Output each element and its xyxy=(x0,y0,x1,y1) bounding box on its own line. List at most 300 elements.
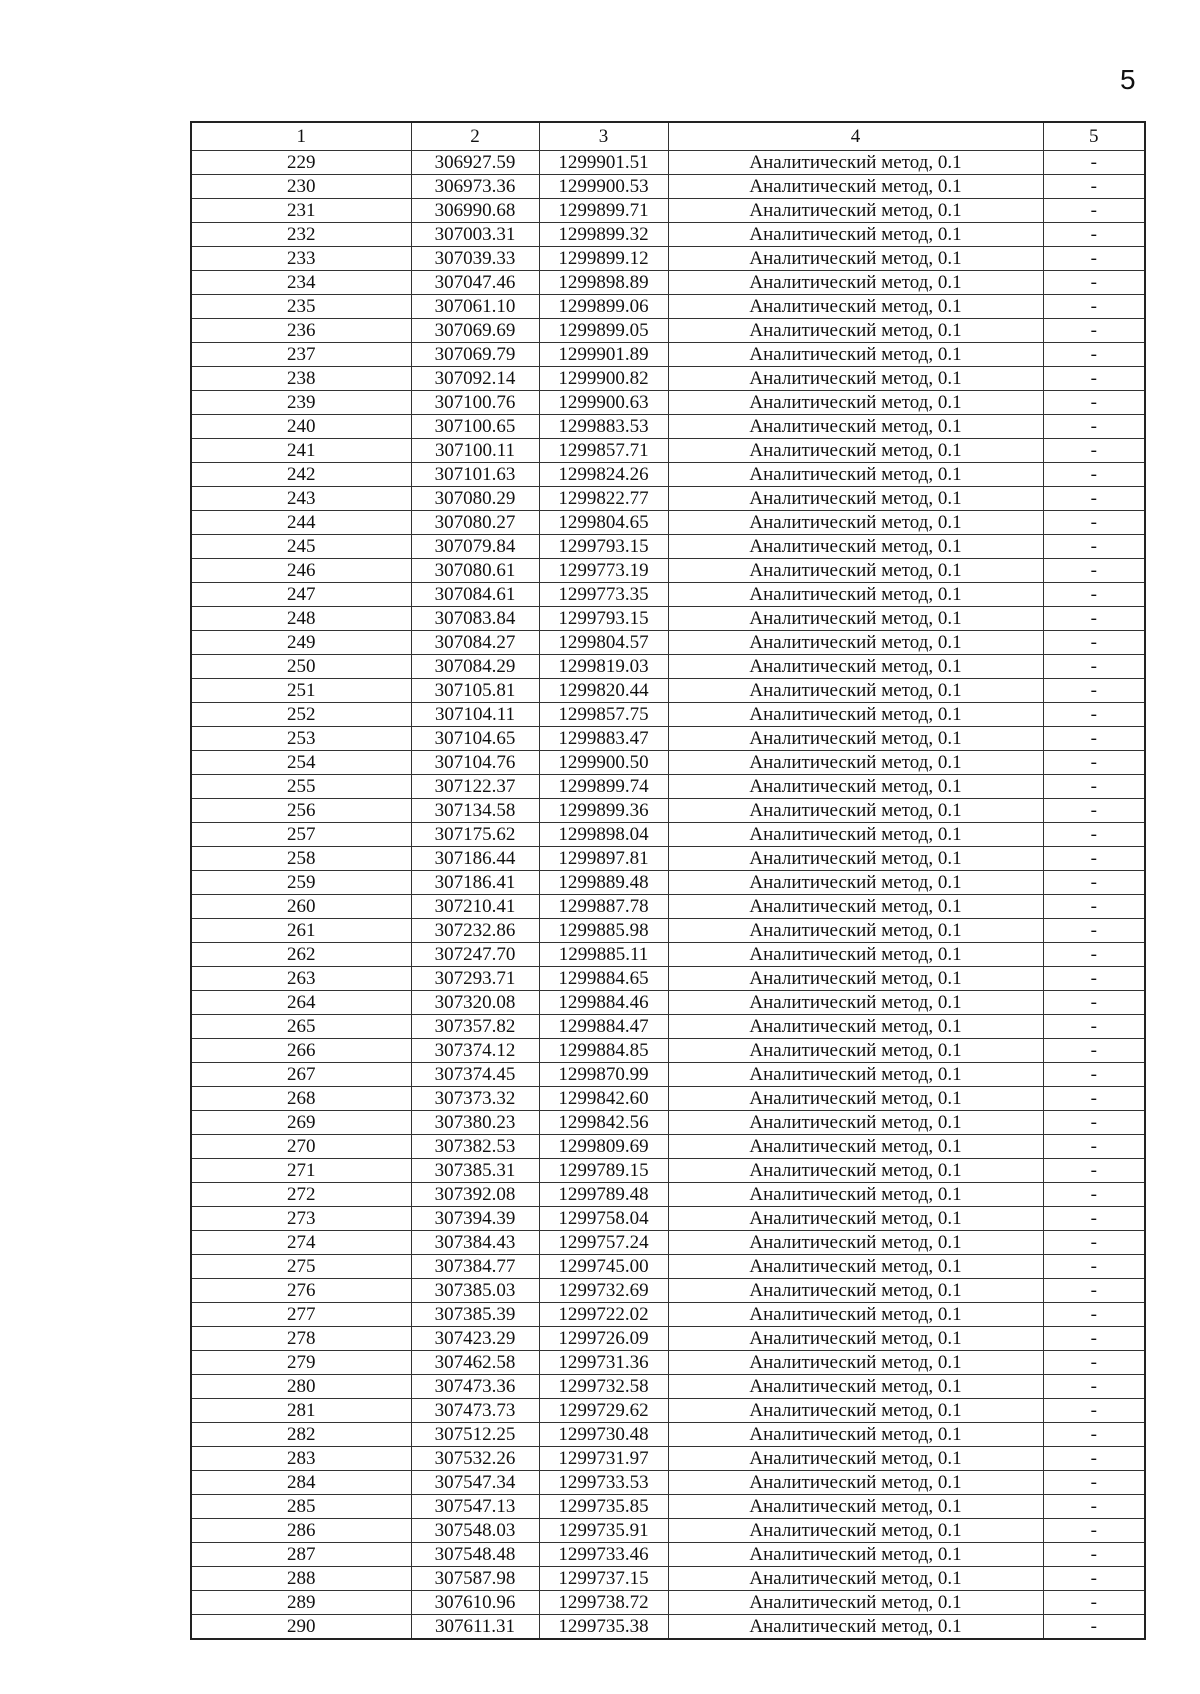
method-cell: Аналитический метод, 0.1 xyxy=(668,487,1043,511)
point-number-cell: 240 xyxy=(191,415,411,439)
x-coordinate-cell: 307587.98 xyxy=(411,1567,539,1591)
table-row xyxy=(191,295,1145,319)
method-cell: Аналитический метод, 0.1 xyxy=(668,535,1043,559)
note-cell: - xyxy=(1043,727,1145,751)
y-coordinate-cell: 1299900.50 xyxy=(539,751,668,775)
method-cell: Аналитический метод, 0.1 xyxy=(668,919,1043,943)
point-number-cell: 260 xyxy=(191,895,411,919)
table-row xyxy=(191,1111,1145,1135)
point-number-cell: 249 xyxy=(191,631,411,655)
x-coordinate-cell: 307373.32 xyxy=(411,1087,539,1111)
x-coordinate-cell: 307385.31 xyxy=(411,1159,539,1183)
x-coordinate-cell: 307003.31 xyxy=(411,223,539,247)
y-coordinate-cell: 1299899.32 xyxy=(539,223,668,247)
table-row xyxy=(191,1159,1145,1183)
y-coordinate-cell: 1299842.60 xyxy=(539,1087,668,1111)
y-coordinate-cell: 1299857.75 xyxy=(539,703,668,727)
method-cell: Аналитический метод, 0.1 xyxy=(668,1471,1043,1495)
point-number-cell: 266 xyxy=(191,1039,411,1063)
note-cell: - xyxy=(1043,223,1145,247)
note-cell: - xyxy=(1043,1591,1145,1615)
x-coordinate-cell: 307384.43 xyxy=(411,1231,539,1255)
y-coordinate-cell: 1299883.53 xyxy=(539,415,668,439)
y-coordinate-cell: 1299773.19 xyxy=(539,559,668,583)
point-number-cell: 259 xyxy=(191,871,411,895)
x-coordinate-cell: 307382.53 xyxy=(411,1135,539,1159)
point-number-cell: 247 xyxy=(191,583,411,607)
point-number-cell: 281 xyxy=(191,1399,411,1423)
table-row xyxy=(191,1015,1145,1039)
x-coordinate-cell: 306927.59 xyxy=(411,151,539,175)
point-number-cell: 237 xyxy=(191,343,411,367)
x-coordinate-cell: 307134.58 xyxy=(411,799,539,823)
x-coordinate-cell: 307473.73 xyxy=(411,1399,539,1423)
y-coordinate-cell: 1299732.58 xyxy=(539,1375,668,1399)
x-coordinate-cell: 307186.41 xyxy=(411,871,539,895)
point-number-cell: 232 xyxy=(191,223,411,247)
point-number-cell: 268 xyxy=(191,1087,411,1111)
method-cell: Аналитический метод, 0.1 xyxy=(668,631,1043,655)
method-cell: Аналитический метод, 0.1 xyxy=(668,703,1043,727)
point-number-cell: 276 xyxy=(191,1279,411,1303)
x-coordinate-cell: 307069.79 xyxy=(411,343,539,367)
point-number-cell: 257 xyxy=(191,823,411,847)
y-coordinate-cell: 1299789.15 xyxy=(539,1159,668,1183)
method-cell: Аналитический метод, 0.1 xyxy=(668,1351,1043,1375)
x-coordinate-cell: 307392.08 xyxy=(411,1183,539,1207)
table-row xyxy=(191,1399,1145,1423)
y-coordinate-cell: 1299822.77 xyxy=(539,487,668,511)
note-cell: - xyxy=(1043,1159,1145,1183)
y-coordinate-cell: 1299884.47 xyxy=(539,1015,668,1039)
y-coordinate-cell: 1299885.11 xyxy=(539,943,668,967)
x-coordinate-cell: 306990.68 xyxy=(411,199,539,223)
x-coordinate-cell: 307122.37 xyxy=(411,775,539,799)
method-cell: Аналитический метод, 0.1 xyxy=(668,751,1043,775)
x-coordinate-cell: 307069.69 xyxy=(411,319,539,343)
table-row xyxy=(191,1375,1145,1399)
note-cell: - xyxy=(1043,247,1145,271)
note-cell: - xyxy=(1043,1015,1145,1039)
note-cell: - xyxy=(1043,1207,1145,1231)
x-coordinate-cell: 307293.71 xyxy=(411,967,539,991)
table-row xyxy=(191,1207,1145,1231)
note-cell: - xyxy=(1043,1423,1145,1447)
y-coordinate-cell: 1299899.74 xyxy=(539,775,668,799)
method-cell: Аналитический метод, 0.1 xyxy=(668,391,1043,415)
note-cell: - xyxy=(1043,1615,1145,1640)
table-row xyxy=(191,1447,1145,1471)
x-coordinate-cell: 307100.65 xyxy=(411,415,539,439)
point-number-cell: 251 xyxy=(191,679,411,703)
note-cell: - xyxy=(1043,1279,1145,1303)
note-cell: - xyxy=(1043,655,1145,679)
y-coordinate-cell: 1299842.56 xyxy=(539,1111,668,1135)
point-number-cell: 261 xyxy=(191,919,411,943)
point-number-cell: 263 xyxy=(191,967,411,991)
point-number-cell: 229 xyxy=(191,151,411,175)
point-number-cell: 231 xyxy=(191,199,411,223)
point-number-cell: 269 xyxy=(191,1111,411,1135)
table-row xyxy=(191,463,1145,487)
x-coordinate-cell: 307104.76 xyxy=(411,751,539,775)
y-coordinate-cell: 1299824.26 xyxy=(539,463,668,487)
note-cell: - xyxy=(1043,679,1145,703)
x-coordinate-cell: 307105.81 xyxy=(411,679,539,703)
y-coordinate-cell: 1299745.00 xyxy=(539,1255,668,1279)
point-number-cell: 267 xyxy=(191,1063,411,1087)
y-coordinate-cell: 1299884.65 xyxy=(539,967,668,991)
table-row xyxy=(191,415,1145,439)
method-cell: Аналитический метод, 0.1 xyxy=(668,823,1043,847)
method-cell: Аналитический метод, 0.1 xyxy=(668,1327,1043,1351)
table-row xyxy=(191,343,1145,367)
x-coordinate-cell: 307084.29 xyxy=(411,655,539,679)
page-number: 5 xyxy=(1120,64,1136,95)
note-cell: - xyxy=(1043,151,1145,175)
y-coordinate-cell: 1299898.04 xyxy=(539,823,668,847)
x-coordinate-cell: 307186.44 xyxy=(411,847,539,871)
note-cell: - xyxy=(1043,199,1145,223)
note-cell: - xyxy=(1043,871,1145,895)
y-coordinate-cell: 1299889.48 xyxy=(539,871,668,895)
x-coordinate-cell: 307100.11 xyxy=(411,439,539,463)
table-row xyxy=(191,943,1145,967)
point-number-cell: 248 xyxy=(191,607,411,631)
table-row xyxy=(191,1135,1145,1159)
method-cell: Аналитический метод, 0.1 xyxy=(668,727,1043,751)
note-cell: - xyxy=(1043,559,1145,583)
table-row xyxy=(191,367,1145,391)
table-row xyxy=(191,1519,1145,1543)
y-coordinate-cell: 1299899.06 xyxy=(539,295,668,319)
table-row xyxy=(191,1567,1145,1591)
method-cell: Аналитический метод, 0.1 xyxy=(668,463,1043,487)
x-coordinate-cell: 307385.03 xyxy=(411,1279,539,1303)
x-coordinate-cell: 306973.36 xyxy=(411,175,539,199)
y-coordinate-cell: 1299870.99 xyxy=(539,1063,668,1087)
y-coordinate-cell: 1299900.53 xyxy=(539,175,668,199)
method-cell: Аналитический метод, 0.1 xyxy=(668,175,1043,199)
note-cell: - xyxy=(1043,367,1145,391)
table-row xyxy=(191,199,1145,223)
method-cell: Аналитический метод, 0.1 xyxy=(668,1543,1043,1567)
point-number-cell: 239 xyxy=(191,391,411,415)
method-cell: Аналитический метод, 0.1 xyxy=(668,1423,1043,1447)
x-coordinate-cell: 307080.61 xyxy=(411,559,539,583)
table-row xyxy=(191,535,1145,559)
x-coordinate-cell: 307101.63 xyxy=(411,463,539,487)
note-cell: - xyxy=(1043,1543,1145,1567)
x-coordinate-cell: 307611.31 xyxy=(411,1615,539,1640)
table-row xyxy=(191,1303,1145,1327)
point-number-cell: 234 xyxy=(191,271,411,295)
point-number-cell: 272 xyxy=(191,1183,411,1207)
y-coordinate-cell: 1299899.71 xyxy=(539,199,668,223)
point-number-cell: 277 xyxy=(191,1303,411,1327)
method-cell: Аналитический метод, 0.1 xyxy=(668,1567,1043,1591)
note-cell: - xyxy=(1043,535,1145,559)
point-number-cell: 252 xyxy=(191,703,411,727)
x-coordinate-cell: 307210.41 xyxy=(411,895,539,919)
y-coordinate-cell: 1299899.05 xyxy=(539,319,668,343)
point-number-cell: 289 xyxy=(191,1591,411,1615)
y-coordinate-cell: 1299735.91 xyxy=(539,1519,668,1543)
table-row xyxy=(191,1423,1145,1447)
x-coordinate-cell: 307100.76 xyxy=(411,391,539,415)
x-coordinate-cell: 307247.70 xyxy=(411,943,539,967)
table-row xyxy=(191,1495,1145,1519)
x-coordinate-cell: 307384.77 xyxy=(411,1255,539,1279)
y-coordinate-cell: 1299726.09 xyxy=(539,1327,668,1351)
note-cell: - xyxy=(1043,319,1145,343)
point-number-cell: 279 xyxy=(191,1351,411,1375)
method-cell: Аналитический метод, 0.1 xyxy=(668,271,1043,295)
y-coordinate-cell: 1299757.24 xyxy=(539,1231,668,1255)
table-row xyxy=(191,871,1145,895)
table-row xyxy=(191,775,1145,799)
x-coordinate-cell: 307357.82 xyxy=(411,1015,539,1039)
x-coordinate-cell: 307548.03 xyxy=(411,1519,539,1543)
method-cell: Аналитический метод, 0.1 xyxy=(668,223,1043,247)
note-cell: - xyxy=(1043,511,1145,535)
y-coordinate-cell: 1299773.35 xyxy=(539,583,668,607)
x-coordinate-cell: 307175.62 xyxy=(411,823,539,847)
note-cell: - xyxy=(1043,1039,1145,1063)
method-cell: Аналитический метод, 0.1 xyxy=(668,1135,1043,1159)
point-number-cell: 250 xyxy=(191,655,411,679)
y-coordinate-cell: 1299735.85 xyxy=(539,1495,668,1519)
method-cell: Аналитический метод, 0.1 xyxy=(668,775,1043,799)
table-row xyxy=(191,1543,1145,1567)
x-coordinate-cell: 307374.45 xyxy=(411,1063,539,1087)
y-coordinate-cell: 1299899.12 xyxy=(539,247,668,271)
point-number-cell: 245 xyxy=(191,535,411,559)
point-number-cell: 262 xyxy=(191,943,411,967)
point-number-cell: 258 xyxy=(191,847,411,871)
point-number-cell: 265 xyxy=(191,1015,411,1039)
table-row xyxy=(191,583,1145,607)
table-row xyxy=(191,1231,1145,1255)
note-cell: - xyxy=(1043,1135,1145,1159)
point-number-cell: 290 xyxy=(191,1615,411,1640)
x-coordinate-cell: 307104.65 xyxy=(411,727,539,751)
note-cell: - xyxy=(1043,1087,1145,1111)
table-row xyxy=(191,487,1145,511)
x-coordinate-cell: 307104.11 xyxy=(411,703,539,727)
note-cell: - xyxy=(1043,895,1145,919)
point-number-cell: 233 xyxy=(191,247,411,271)
column-header: 4 xyxy=(668,122,1043,151)
point-number-cell: 255 xyxy=(191,775,411,799)
x-coordinate-cell: 307610.96 xyxy=(411,1591,539,1615)
method-cell: Аналитический метод, 0.1 xyxy=(668,967,1043,991)
y-coordinate-cell: 1299884.85 xyxy=(539,1039,668,1063)
method-cell: Аналитический метод, 0.1 xyxy=(668,511,1043,535)
point-number-cell: 243 xyxy=(191,487,411,511)
method-cell: Аналитический метод, 0.1 xyxy=(668,559,1043,583)
table-row xyxy=(191,799,1145,823)
note-cell: - xyxy=(1043,703,1145,727)
method-cell: Аналитический метод, 0.1 xyxy=(668,1159,1043,1183)
y-coordinate-cell: 1299733.46 xyxy=(539,1543,668,1567)
x-coordinate-cell: 307080.27 xyxy=(411,511,539,535)
point-number-cell: 244 xyxy=(191,511,411,535)
note-cell: - xyxy=(1043,1183,1145,1207)
point-number-cell: 280 xyxy=(191,1375,411,1399)
x-coordinate-cell: 307473.36 xyxy=(411,1375,539,1399)
note-cell: - xyxy=(1043,271,1145,295)
column-header: 1 xyxy=(191,122,411,151)
note-cell: - xyxy=(1043,415,1145,439)
table-row xyxy=(191,751,1145,775)
method-cell: Аналитический метод, 0.1 xyxy=(668,415,1043,439)
note-cell: - xyxy=(1043,775,1145,799)
table-row xyxy=(191,991,1145,1015)
method-cell: Аналитический метод, 0.1 xyxy=(668,847,1043,871)
note-cell: - xyxy=(1043,1447,1145,1471)
method-cell: Аналитический метод, 0.1 xyxy=(668,319,1043,343)
method-cell: Аналитический метод, 0.1 xyxy=(668,1111,1043,1135)
note-cell: - xyxy=(1043,175,1145,199)
note-cell: - xyxy=(1043,1351,1145,1375)
method-cell: Аналитический метод, 0.1 xyxy=(668,1231,1043,1255)
method-cell: Аналитический метод, 0.1 xyxy=(668,1015,1043,1039)
y-coordinate-cell: 1299857.71 xyxy=(539,439,668,463)
x-coordinate-cell: 307084.27 xyxy=(411,631,539,655)
y-coordinate-cell: 1299820.44 xyxy=(539,679,668,703)
table-row xyxy=(191,703,1145,727)
note-cell: - xyxy=(1043,607,1145,631)
method-cell: Аналитический метод, 0.1 xyxy=(668,1447,1043,1471)
point-number-cell: 235 xyxy=(191,295,411,319)
y-coordinate-cell: 1299901.89 xyxy=(539,343,668,367)
note-cell: - xyxy=(1043,847,1145,871)
x-coordinate-cell: 307547.13 xyxy=(411,1495,539,1519)
table-row xyxy=(191,223,1145,247)
table-row xyxy=(191,1087,1145,1111)
note-cell: - xyxy=(1043,295,1145,319)
note-cell: - xyxy=(1043,1519,1145,1543)
note-cell: - xyxy=(1043,1063,1145,1087)
point-number-cell: 256 xyxy=(191,799,411,823)
note-cell: - xyxy=(1043,991,1145,1015)
table-row xyxy=(191,919,1145,943)
y-coordinate-cell: 1299883.47 xyxy=(539,727,668,751)
y-coordinate-cell: 1299809.69 xyxy=(539,1135,668,1159)
method-cell: Аналитический метод, 0.1 xyxy=(668,1519,1043,1543)
x-coordinate-cell: 307380.23 xyxy=(411,1111,539,1135)
table-row xyxy=(191,1063,1145,1087)
note-cell: - xyxy=(1043,1303,1145,1327)
y-coordinate-cell: 1299793.15 xyxy=(539,535,668,559)
y-coordinate-cell: 1299722.02 xyxy=(539,1303,668,1327)
table-row xyxy=(191,1279,1145,1303)
x-coordinate-cell: 307385.39 xyxy=(411,1303,539,1327)
y-coordinate-cell: 1299819.03 xyxy=(539,655,668,679)
y-coordinate-cell: 1299731.36 xyxy=(539,1351,668,1375)
method-cell: Аналитический метод, 0.1 xyxy=(668,247,1043,271)
x-coordinate-cell: 307532.26 xyxy=(411,1447,539,1471)
point-number-cell: 246 xyxy=(191,559,411,583)
table-row xyxy=(191,439,1145,463)
y-coordinate-cell: 1299804.57 xyxy=(539,631,668,655)
point-number-cell: 238 xyxy=(191,367,411,391)
x-coordinate-cell: 307083.84 xyxy=(411,607,539,631)
point-number-cell: 286 xyxy=(191,1519,411,1543)
x-coordinate-cell: 307394.39 xyxy=(411,1207,539,1231)
y-coordinate-cell: 1299738.72 xyxy=(539,1591,668,1615)
method-cell: Аналитический метод, 0.1 xyxy=(668,1063,1043,1087)
method-cell: Аналитический метод, 0.1 xyxy=(668,199,1043,223)
note-cell: - xyxy=(1043,943,1145,967)
table-row xyxy=(191,1183,1145,1207)
y-coordinate-cell: 1299887.78 xyxy=(539,895,668,919)
table-row xyxy=(191,247,1145,271)
x-coordinate-cell: 307084.61 xyxy=(411,583,539,607)
method-cell: Аналитический метод, 0.1 xyxy=(668,1255,1043,1279)
note-cell: - xyxy=(1043,1495,1145,1519)
x-coordinate-cell: 307061.10 xyxy=(411,295,539,319)
y-coordinate-cell: 1299735.38 xyxy=(539,1615,668,1640)
table-row xyxy=(191,631,1145,655)
y-coordinate-cell: 1299733.53 xyxy=(539,1471,668,1495)
note-cell: - xyxy=(1043,631,1145,655)
method-cell: Аналитический метод, 0.1 xyxy=(668,295,1043,319)
y-coordinate-cell: 1299732.69 xyxy=(539,1279,668,1303)
table-header-row xyxy=(191,122,1145,151)
method-cell: Аналитический метод, 0.1 xyxy=(668,439,1043,463)
y-coordinate-cell: 1299897.81 xyxy=(539,847,668,871)
y-coordinate-cell: 1299789.48 xyxy=(539,1183,668,1207)
point-number-cell: 284 xyxy=(191,1471,411,1495)
column-header: 5 xyxy=(1043,122,1145,151)
y-coordinate-cell: 1299885.98 xyxy=(539,919,668,943)
table-row xyxy=(191,511,1145,535)
table-row xyxy=(191,895,1145,919)
column-header: 3 xyxy=(539,122,668,151)
note-cell: - xyxy=(1043,439,1145,463)
method-cell: Аналитический метод, 0.1 xyxy=(668,1495,1043,1519)
y-coordinate-cell: 1299731.97 xyxy=(539,1447,668,1471)
note-cell: - xyxy=(1043,1375,1145,1399)
table-row xyxy=(191,175,1145,199)
table-row xyxy=(191,847,1145,871)
table-row xyxy=(191,1471,1145,1495)
note-cell: - xyxy=(1043,1399,1145,1423)
y-coordinate-cell: 1299900.63 xyxy=(539,391,668,415)
method-cell: Аналитический метод, 0.1 xyxy=(668,1303,1043,1327)
table-row xyxy=(191,319,1145,343)
method-cell: Аналитический метод, 0.1 xyxy=(668,1279,1043,1303)
x-coordinate-cell: 307039.33 xyxy=(411,247,539,271)
y-coordinate-cell: 1299900.82 xyxy=(539,367,668,391)
method-cell: Аналитический метод, 0.1 xyxy=(668,655,1043,679)
y-coordinate-cell: 1299899.36 xyxy=(539,799,668,823)
note-cell: - xyxy=(1043,799,1145,823)
point-number-cell: 278 xyxy=(191,1327,411,1351)
note-cell: - xyxy=(1043,1567,1145,1591)
table-row xyxy=(191,271,1145,295)
table-row xyxy=(191,607,1145,631)
y-coordinate-cell: 1299758.04 xyxy=(539,1207,668,1231)
method-cell: Аналитический метод, 0.1 xyxy=(668,367,1043,391)
point-number-cell: 273 xyxy=(191,1207,411,1231)
method-cell: Аналитический метод, 0.1 xyxy=(668,1375,1043,1399)
method-cell: Аналитический метод, 0.1 xyxy=(668,1399,1043,1423)
point-number-cell: 242 xyxy=(191,463,411,487)
method-cell: Аналитический метод, 0.1 xyxy=(668,679,1043,703)
